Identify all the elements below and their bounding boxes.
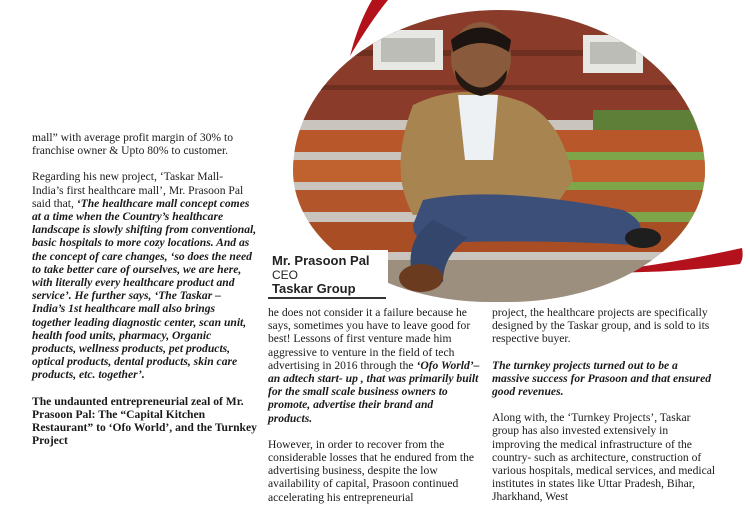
photo-caption [268,250,388,300]
paragraph: project, the healthcare projects are specifically designed by the Taskar group, and is sold to its respective buyer. [492,306,710,346]
caption-underline [268,297,386,299]
paragraph: mall” with average profit margin of 30% to franchise owner & Upto 80% to customer. [32,131,234,158]
caption-company: Taskar Group [272,281,356,296]
paragraph: Along with, the ‘Turnkey Projects’, Taskar group has also invested extensively in improving the medical infrastructure of the country- such as architecture, construction of various hospitals, medical services, and medical institutes in states like Uttar Pradesh, Bihar, Jharkhand, West [492,411,716,504]
quote-text: ‘The healthcare mall concept comes at a time when the Country’s healthcare landscape is slowly shifting from conventional, basic hospitals to more cozy locations. And as the concept of care changes, ‘so does the need to take better care of ourselves, we are here, with literally every healthcare product and service’. He further says, ‘The Taskar – India’s 1st healthcare mall also brings together leading diagnostic center, scan unit, health food units, pharmacy, Organic products, wellness products, pet products, optical products, dental products, skin care products, etc. together’. [32,196,257,382]
caption-title: CEO [272,268,299,282]
highlight-paragraph: The turnkey projects turned out to be a massive success for Prasoon and that ensured good revenues. [492,358,712,399]
paragraph-intro: Regarding his new project, ‘Taskar Mall- India’s first healthcare mall’, Mr. Prasoon Pal said that, [32,170,244,210]
paragraph [32,170,257,381]
article-column-3 [492,306,716,517]
article-column-2 [268,306,480,517]
caption-name: Mr. Prasoon Pal [272,253,370,268]
paragraph: However, in order to recover from the considerable losses that he endured from the advertising business, despite the low availability of capital, Prasoon continued accelerating his entrepreneurial [268,437,475,504]
paragraph-intro: he does not consider it a failure because he says, sometimes you have to leave good for best! Lessons of first venture made him aggressive to venture in the field of tech advertising in 2016 through the [268,306,471,372]
quote-text: ‘Ofo World’– an adtech start- up , that was primarily built for the small scale business owners to promote, advertise their brand and products. [268,358,480,425]
article-column-1 [32,131,257,460]
section-heading: The undaunted entrepreneurial zeal of Mr. Prasoon Pal: The “Capital Kitchen Restaurant” to ‘Ofo World’, and the Turnkey Project [32,394,257,448]
paragraph [268,306,480,425]
